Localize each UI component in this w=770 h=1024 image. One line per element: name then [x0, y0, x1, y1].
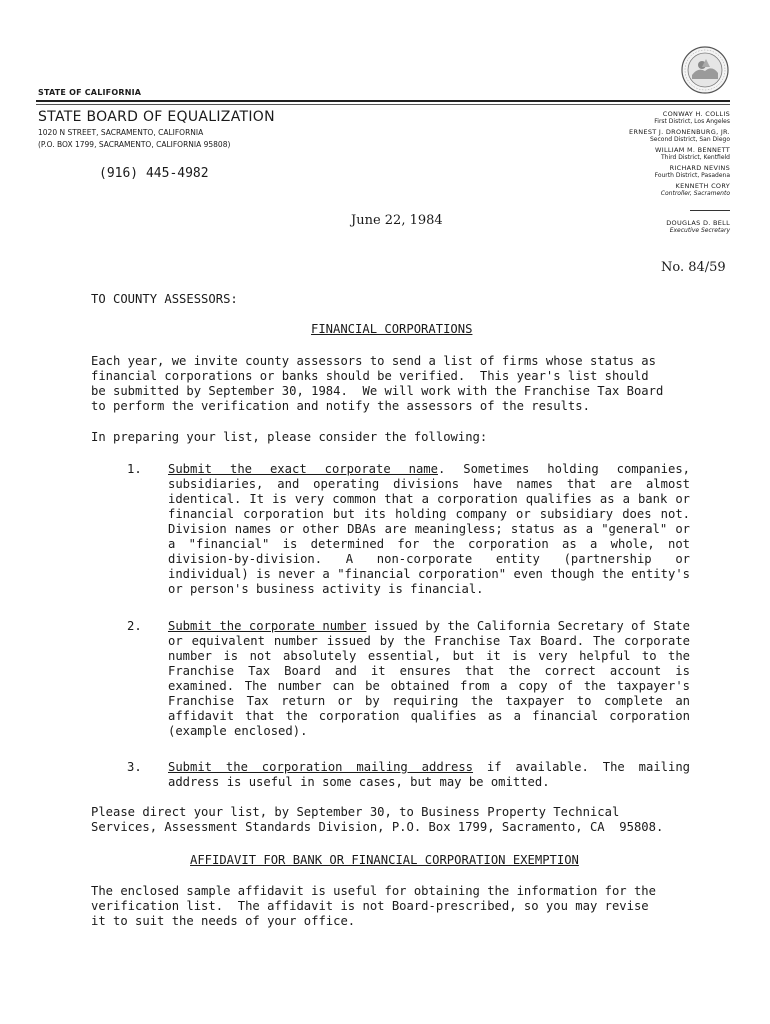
paragraph-line: be submitted by September 30, 1984. We will work with the Franchise Tax Board: [91, 384, 664, 398]
state-seal-icon: [680, 45, 730, 95]
item-lead: Submit the corporation mailing address: [168, 760, 474, 774]
paragraph-line: to perform the verification and notify the assessors of the results.: [91, 399, 590, 413]
member-name: KENNETH CORY: [675, 182, 730, 190]
member-district: Second District, San Diego: [649, 136, 730, 143]
item-text: [168, 760, 690, 790]
member-name: DOUGLAS D. BELL: [666, 219, 730, 227]
member-entry: [530, 146, 730, 161]
header-rule-thin: [36, 104, 730, 105]
member-district: Controller, Sacramento: [660, 190, 730, 197]
list-item: [91, 619, 691, 739]
paragraph-line: Services, Assessment Standards Division, P.O. Box 1799, Sacramento, CA 95808.: [91, 820, 664, 834]
item-body: if available. The mailing address is useful in some cases, but may be omitted.: [168, 760, 691, 789]
item-body: . Sometimes holding companies, subsidiaries, and operating divisions have names that are almost identical. It is very common that a corporation qualifies as a bank or financial corporation but its holding company or subsidiary does not. Division names or other DBAs are meaningless; status as a "general" or a "financial" is determined for the corporation as a whole, not division-by-division. A non-corporate entity (partnership or individual) is never a "financial corporation" even though the entity's or person's business activity is financial.: [168, 462, 690, 596]
letter-date: June 22, 1984: [351, 213, 443, 228]
item-number: 2.: [127, 619, 142, 633]
member-name: ERNEST J. DRONENBURG, JR.: [629, 128, 730, 136]
item-body: issued by the California Secretary of State or equivalent number issued by the Franchise Tax Board. The corporate number is not absolutely essential, but it is very helpful to the Franchise Tax Board and it ensures that the correct account is examined. The number can be obtained from a copy of the taxpayer's Franchise Tax return or by requiring the taxpayer to complete an affidavit that the corporation qualifies as a financial corporation (example enclosed).: [168, 619, 690, 738]
item-lead: Submit the corporate number: [168, 619, 367, 633]
member-entry: [530, 128, 730, 143]
intro-paragraph: [91, 354, 691, 414]
member-entry: [530, 182, 730, 197]
affidavit-heading: AFFIDAVIT FOR BANK OR FINANCIAL CORPORATION EXEMPTION: [190, 853, 579, 867]
address-line-1: 1020 N STREET, SACRAMENTO, CALIFORNIA: [38, 128, 204, 137]
address-line-2: (P.O. BOX 1799, SACRAMENTO, CALIFORNIA 95808): [38, 140, 231, 149]
member-district: First District, Los Angeles: [654, 118, 730, 125]
paragraph-line: Each year, we invite county assessors to send a list of firms whose status as: [91, 354, 656, 368]
member-entry: [530, 164, 730, 179]
closing-paragraph: [91, 884, 691, 929]
header-rule-thick: [36, 100, 730, 102]
member-name: CONWAY H. COLLIS: [662, 110, 730, 118]
subject-heading: FINANCIAL CORPORATIONS: [311, 322, 473, 336]
member-district: Third District, Kentfield: [660, 154, 730, 161]
board-name: STATE BOARD OF EQUALIZATION: [38, 109, 275, 125]
state-label: STATE OF CALIFORNIA: [38, 88, 142, 97]
member-entry: [530, 219, 730, 234]
prep-sentence: In preparing your list, please consider the following:: [91, 430, 488, 444]
list-item: [91, 462, 691, 597]
member-name: WILLIAM M. BENNETT: [655, 146, 730, 154]
paragraph-line: verification list. The affidavit is not Board-prescribed, so you may revise: [91, 899, 649, 913]
phone-number: (916) 445-4982: [99, 166, 209, 181]
paragraph-line: it to suit the needs of your office.: [91, 914, 356, 928]
direct-paragraph: [91, 805, 691, 835]
paragraph-line: financial corporations or banks should be verified. This year's list should: [91, 369, 649, 383]
item-text: [168, 619, 690, 739]
list-item: [91, 760, 691, 790]
member-divider: [690, 210, 730, 211]
item-text: [168, 462, 690, 597]
member-district: Executive Secretary: [669, 227, 730, 234]
item-number: 3.: [127, 760, 142, 774]
paragraph-line: Please direct your list, by September 30, to Business Property Technical: [91, 805, 620, 819]
document-number: No. 84/59: [661, 260, 726, 275]
member-district: Fourth District, Pasadena: [654, 172, 730, 179]
board-members-list: [530, 110, 730, 237]
item-number: 1.: [127, 462, 142, 476]
item-lead: Submit the exact corporate name: [168, 462, 438, 476]
member-entry: [530, 110, 730, 125]
salutation: TO COUNTY ASSESSORS:: [91, 292, 238, 306]
member-name: RICHARD NEVINS: [669, 164, 730, 172]
paragraph-line: The enclosed sample affidavit is useful for obtaining the information for the: [91, 884, 656, 898]
